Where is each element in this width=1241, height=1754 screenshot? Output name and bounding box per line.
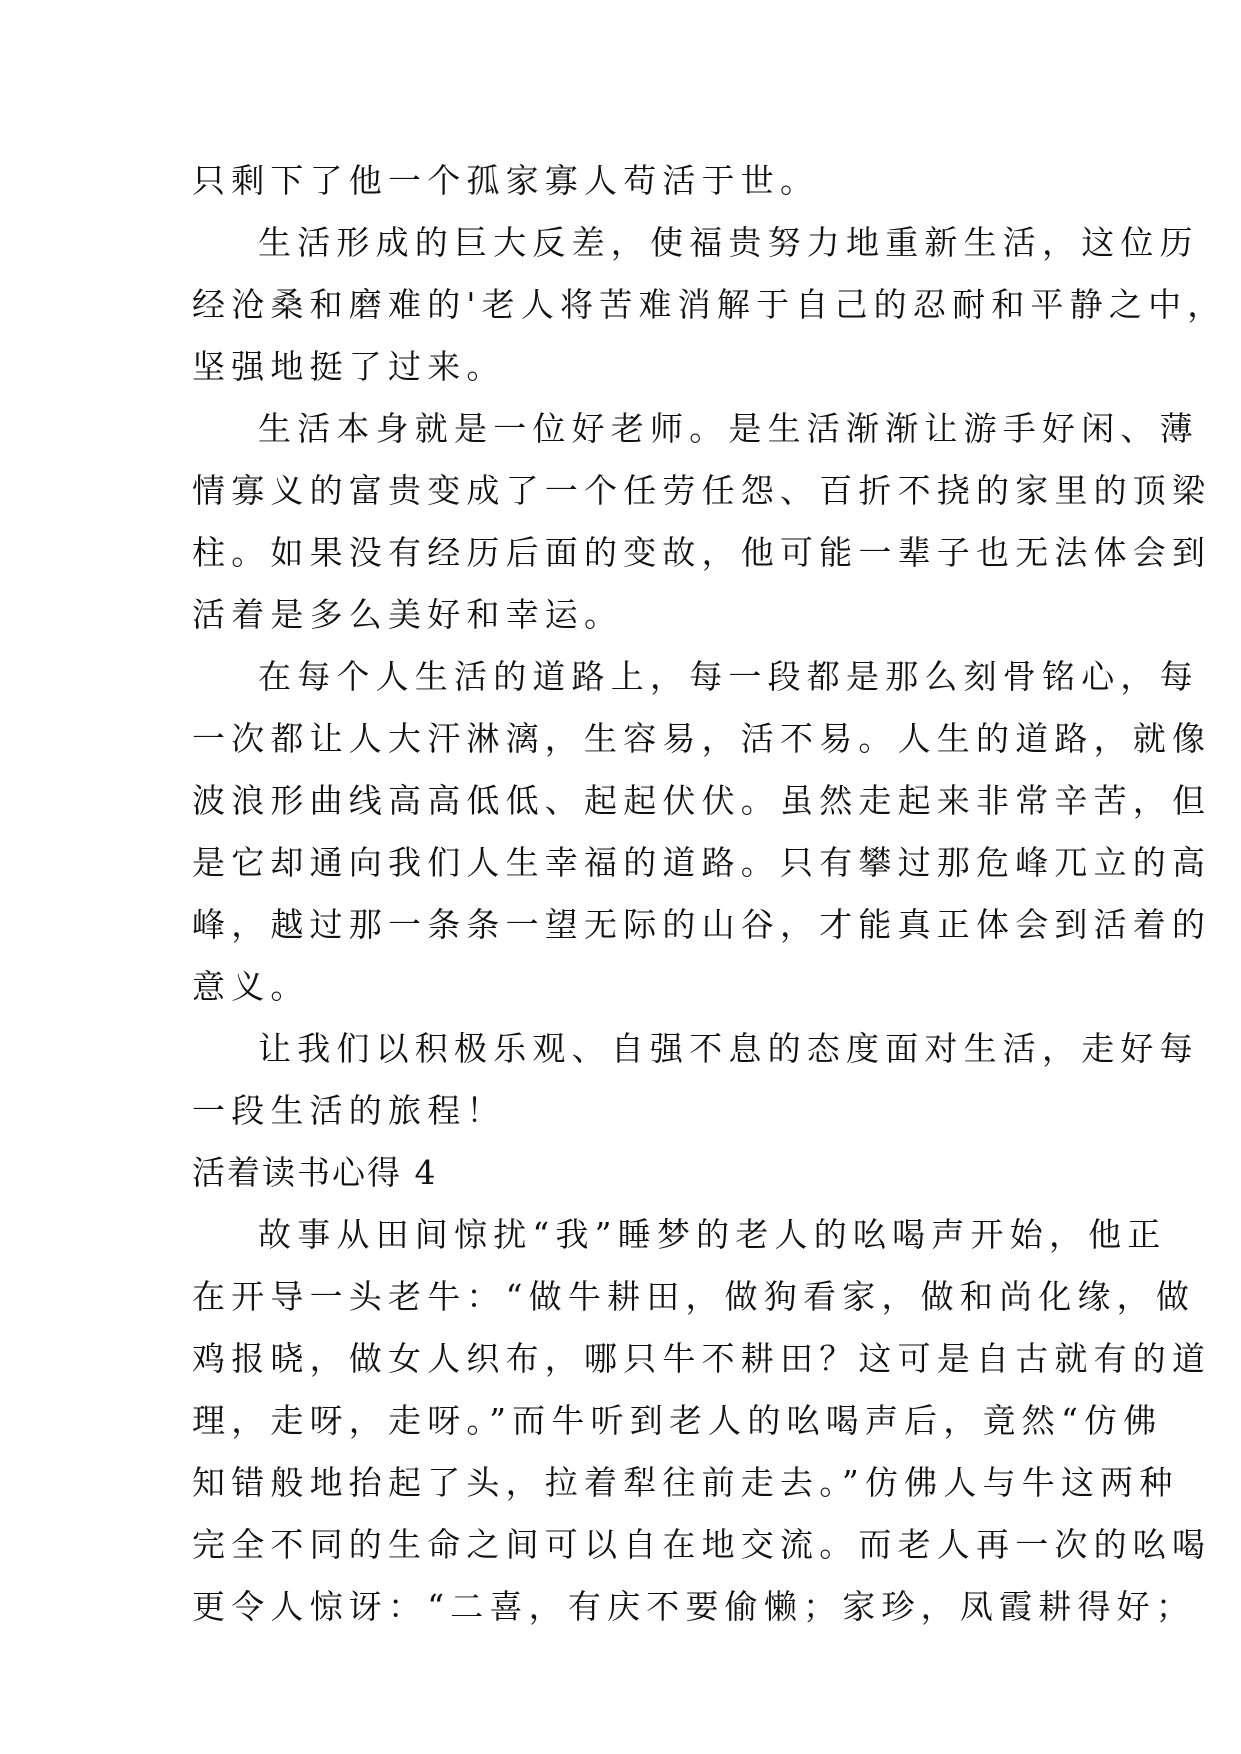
paragraph-line: 完全不同的生命之间可以自在地交流。而老人再一次的吆喝 <box>192 1525 1212 1564</box>
document-body <box>192 150 1227 1638</box>
paragraph-line: 是它却通向我们人生幸福的道路。只有攀过那危峰兀立的高 <box>192 843 1212 882</box>
paragraph-line: 波浪形曲线高高低低、起起伏伏。虽然走起来非常辛苦，但 <box>192 781 1212 820</box>
paragraph-line: 理，走呀，走呀。”而牛听到老人的吆喝声后，竟然“仿佛 <box>192 1401 1163 1440</box>
paragraph-line: 一段生活的旅程！ <box>192 1091 506 1130</box>
paragraph-line: 故事从田间惊扰“我”睡梦的老人的吆喝声开始，他正 <box>258 1215 1167 1254</box>
paragraph-line: 意义。 <box>192 967 310 1006</box>
paragraph-line: 活着是多么美好和幸运。 <box>192 595 624 634</box>
paragraph-line: 情寡义的富贵变成了一个任劳任怨、百折不挠的家里的顶梁 <box>192 471 1212 510</box>
paragraph-line: 让我们以积极乐观、自强不息的态度面对生活，走好每 <box>258 1029 1199 1068</box>
paragraph-line: 鸡报晓，做女人织布，哪只牛不耕田？这可是自古就有的道 <box>192 1339 1212 1378</box>
paragraph-line: 在开导一头老牛：“做牛耕田，做狗看家，做和尚化缘，做 <box>192 1277 1196 1316</box>
paragraph-line: 峰，越过那一条条一望无际的山谷，才能真正体会到活着的 <box>192 905 1212 944</box>
paragraph-line: 坚强地挺了过来。 <box>192 347 506 386</box>
paragraph-line: 一次都让人大汗淋漓，生容易，活不易。人生的道路，就像 <box>192 719 1212 758</box>
paragraph-line: 柱。如果没有经历后面的变故，他可能一辈子也无法体会到 <box>192 533 1212 572</box>
paragraph-line: 生活本身就是一位好老师。是生活渐渐让游手好闲、薄 <box>258 409 1199 448</box>
paragraph-line: 更令人惊讶：“二喜，有庆不要偷懒；家珍，凤霞耕得好； <box>192 1587 1196 1626</box>
paragraph-line: 只剩下了他一个孤家寡人苟活于世。 <box>192 161 820 200</box>
paragraph-line: 生活形成的巨大反差，使福贵努力地重新生活，这位历 <box>258 223 1199 262</box>
section-heading: 活着读书心得 4 <box>192 1153 438 1192</box>
paragraph-line: 知错般地抬起了头，拉着犁往前走去。”仿佛人与牛这两种 <box>192 1463 1179 1502</box>
paragraph-line: 在每个人生活的道路上，每一段都是那么刻骨铭心，每 <box>258 657 1199 696</box>
paragraph-line: 经沧桑和磨难的'老人将苦难消解于自己的忍耐和平静之中， <box>192 285 1227 324</box>
